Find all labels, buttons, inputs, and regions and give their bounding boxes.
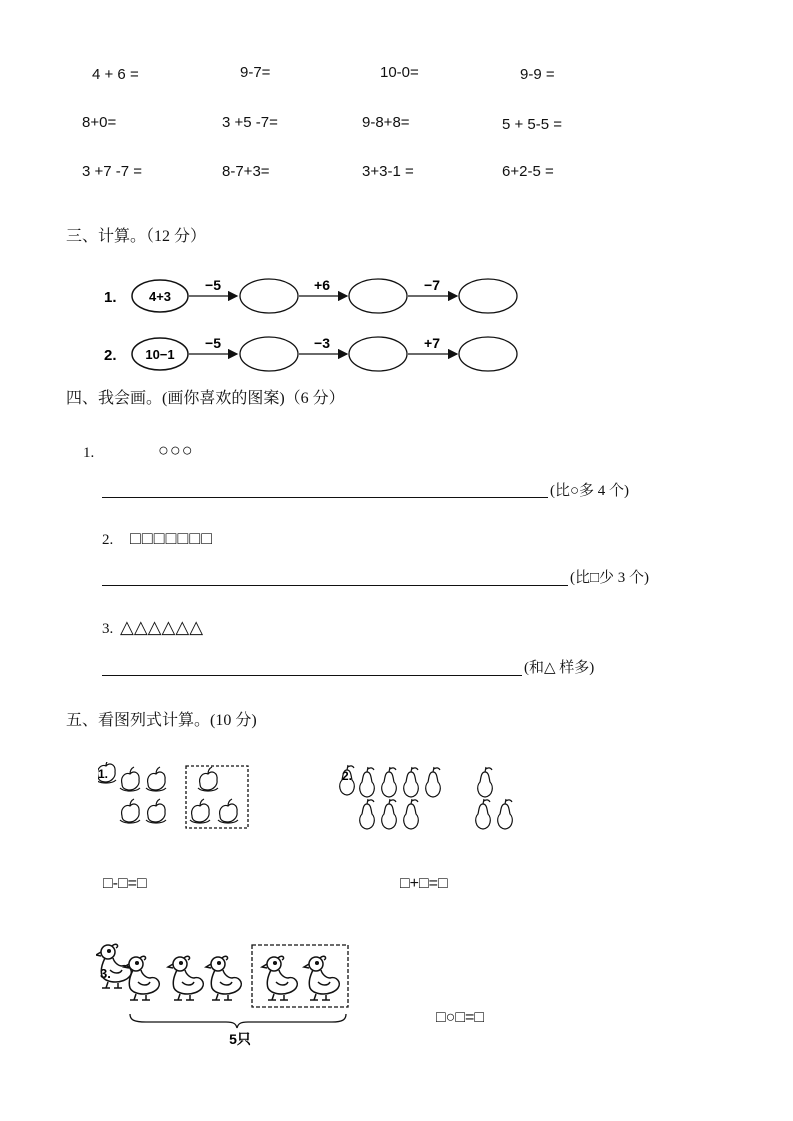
- section-title: 五、看图列式计算。(10 分): [66, 712, 257, 729]
- item-num: 1.: [83, 445, 95, 461]
- problem-num: 3.: [100, 966, 111, 981]
- triangle-shapes: △△△△△△: [120, 617, 204, 637]
- expr: 3 +7 -7 =: [82, 163, 143, 180]
- chain-op: −5: [205, 335, 221, 351]
- expr: 6+2-5 =: [502, 163, 554, 180]
- item-hint: (比○多 4 个): [550, 483, 630, 499]
- answer-oval: [240, 337, 298, 371]
- item-num: 3.: [102, 621, 114, 637]
- answer-oval: [459, 337, 517, 371]
- section-title: 三、计算。（12 分）: [66, 228, 207, 245]
- square-shapes: □□□□□□□: [130, 528, 214, 548]
- expr: 8+0=: [82, 114, 117, 131]
- duck-picture: [96, 940, 356, 1050]
- answer-oval: [240, 279, 298, 313]
- expr: 8-7+3=: [222, 163, 270, 180]
- answer-line[interactable]: [102, 585, 568, 586]
- answer-oval: [349, 337, 407, 371]
- expr: 9-9 =: [520, 66, 555, 83]
- circle-shapes: ○○○: [158, 440, 194, 460]
- answer-oval: [349, 279, 407, 313]
- chain-op: +7: [424, 335, 440, 351]
- item-hint: (比□少 3 个): [570, 570, 650, 586]
- answer-line[interactable]: [102, 497, 548, 498]
- section-title: 四、我会画。(画你喜欢的图案)（6 分）: [66, 390, 345, 407]
- chain-op: −7: [424, 277, 440, 293]
- formula: □+□=□: [400, 875, 448, 892]
- brace-label: 5只: [229, 1031, 251, 1047]
- pear-picture: [338, 764, 538, 834]
- formula: □○□=□: [436, 1009, 484, 1026]
- problem-num: 1.: [98, 767, 109, 781]
- chain-start: 10−1: [145, 347, 175, 362]
- answer-oval: [459, 279, 517, 313]
- calc-chains: [0, 270, 793, 390]
- chain-op: −5: [205, 277, 221, 293]
- formula: □-□=□: [103, 875, 147, 892]
- chain-op: −3: [314, 335, 330, 351]
- expr: 9-7=: [240, 64, 271, 81]
- chain-start: 4+3: [148, 289, 172, 304]
- item-hint: (和△ 样多): [524, 660, 595, 676]
- expr: 4 + 6 =: [92, 66, 139, 83]
- chain-num: 2.: [104, 347, 117, 364]
- expr: 9-8+8=: [362, 114, 410, 131]
- peach-picture: [98, 762, 268, 832]
- chain-op: +6: [314, 277, 330, 293]
- expr: 3 +5 -7=: [222, 114, 278, 131]
- answer-line[interactable]: [102, 675, 522, 676]
- expr: 3+3-1 =: [362, 163, 414, 180]
- expr: 5 + 5-5 =: [502, 116, 563, 133]
- chain-num: 1.: [104, 289, 117, 306]
- problem-num: 2.: [342, 769, 353, 783]
- expr: 10-0=: [380, 64, 419, 81]
- item-num: 2.: [102, 532, 114, 548]
- brace: [130, 1014, 346, 1028]
